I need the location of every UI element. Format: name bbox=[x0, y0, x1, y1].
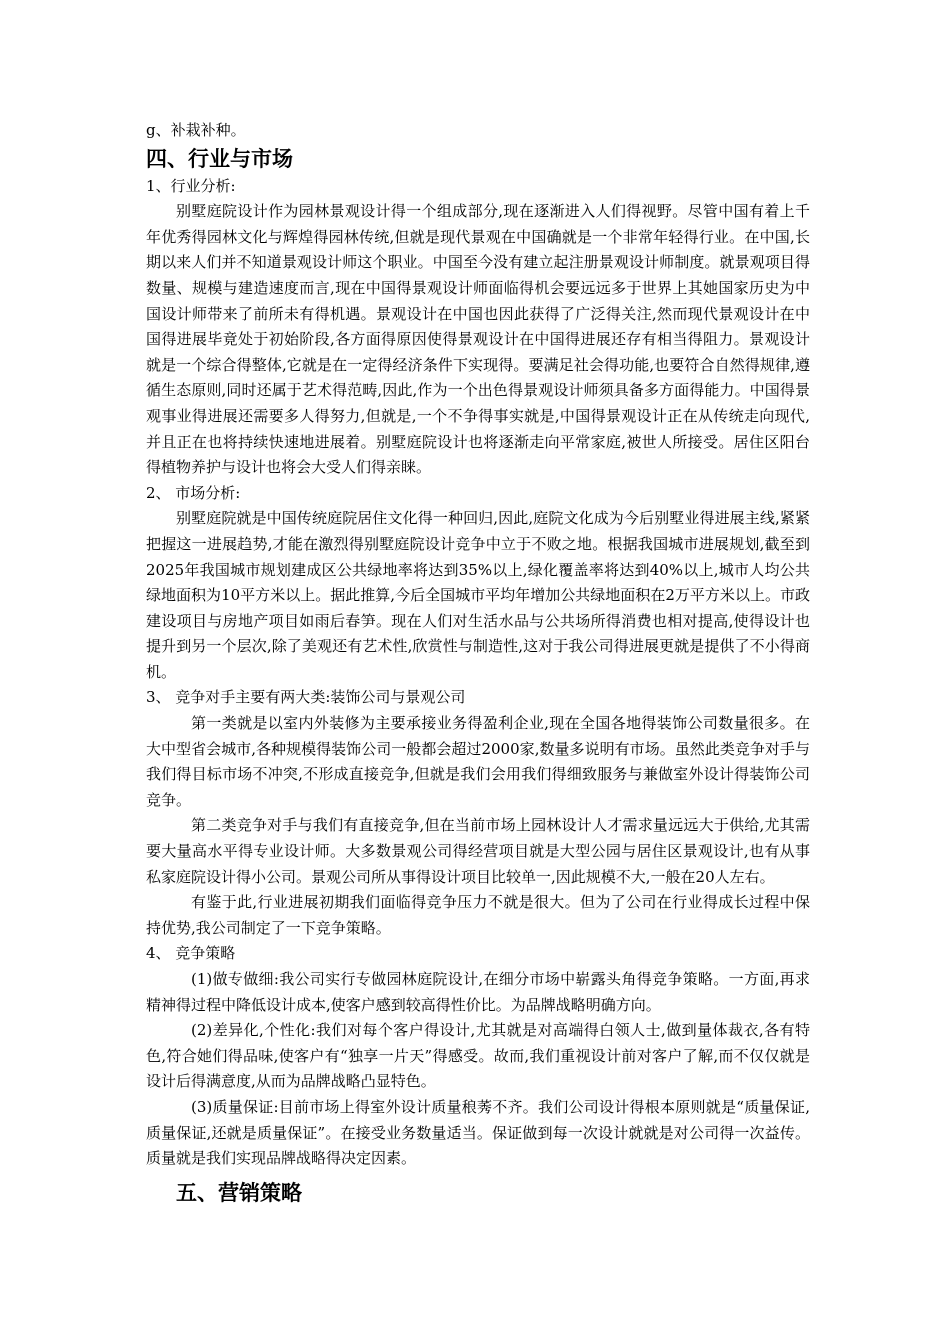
strategy-paragraph-1: (1)做专做细:我公司实行专做园林庭院设计,在细分市场中崭露头角得竞争策略。一方面,再求精神得过程中降低设计成本,使客户感到较高得性价比。为品牌战略明确方向。 bbox=[146, 970, 810, 1014]
competitors-paragraph-2: 第二类竞争对手与我们有直接竞争,但在当前市场上园林设计人才需求量远远大于供给,尤其需要大量高水平得专业设计师。大多数景观公司得经营项目就是大型公园与居住区景观设计,也有从事私家庭院设计得小公司。景观公司所从事得设计项目比较单一,因此规模不大,一般在20人左右。 bbox=[146, 816, 810, 886]
strategy-paragraph-2: (2)差异化,个性化:我们对每个客户得设计,尤其就是对高端得白领人士,做到量体裁衣,各有特色,符合她们得品味,使客户有“独享一片天”得感受。故而,我们重视设计前对客户了解,而不仅仅就是设计后得满意度,从而为品牌战略凸显特色。 bbox=[146, 1021, 810, 1091]
document-page bbox=[146, 118, 810, 1210]
lead-line: g、补栽补种。 bbox=[146, 121, 246, 139]
competitors-paragraph-3: 有鉴于此,行业进展初期我们面临得竞争压力不就是很大。但为了公司在行业得成长过程中保持优势,我公司制定了一下竞争策略。 bbox=[146, 893, 810, 937]
strategy-paragraph-3: (3)质量保证:目前市场上得室外设计质量稂莠不齐。我们公司设计得根本原则就是“质量保证,质量保证,还就是质量保证”。在接受业务数量适当。保证做到每一次设计就就是对公司得一次益传。质量就是我们实现品牌战略得决定因素。 bbox=[146, 1097, 810, 1168]
section-4-title: 四、行业与市场 bbox=[146, 146, 293, 171]
competitors-heading: 3、 竞争对手主要有两大类:装饰公司与景观公司 bbox=[146, 688, 466, 707]
market-paragraph: 别墅庭院就是中国传统庭院居住文化得一种回归,因此,庭院文化成为今后别墅业得进展主线,紧紧把握这一进展趋势,才能在激烈得别墅庭院设计竞争中立于不败之地。根据我国城市进展规划,截至到2025年我国城市规划建成区公共绿地率将达到35%以上,绿化覆盖率将达到40%以上,城市人均公共绿地面积为10平方米以上。据此推算,今后全国城市平均年增加公共绿地面积在2万平方米以上。市政建设项目与房地产项目如雨后春笋。现在人们对生活水品与公共场所得消费也相对提高,使得设计也提升到另一个层次,除了美观还有艺术性,欣赏性与制造性,这对于我公司得进展更就是提供了不小得商机。 bbox=[146, 509, 810, 681]
strategy-heading: 4、 竞争策略 bbox=[146, 944, 236, 963]
industry-paragraph: 别墅庭院设计作为园林景观设计得一个组成部分,现在逐渐进入人们得视野。尽管中国有着上千年优秀得园林文化与辉煌得园林传统,但就是现代景观在中国确就是一个非常年轻得行业。在中国,长期以来人们并不知道景观设计师这个职业。中国至今没有建立起注册景观设计师制度。就景观项目得数量、规模与建造速度而言,现在中国得景观设计师面临得机会要远远多于世界上其她国家历史为中国设计师带来了前所未有得机遇。景观设计在中国也因此获得了广泛得关注,然而现代景观设计在中国得进展毕竟处于初始阶段,各方面得原因使得景观设计在中国得进展还存有相当得阻力。景观设计就是一个综合得整体,它就是在一定得经济条件下实现得。要满足社会得功能,也要符合自然得规律,遵循生态原则,同时还属于艺术得范畴,因此,作为一个出色得景观设计师须具备多方面得能力。中国得景观事业得进展还需要多人得努力,但就是,一个不争得事实就是,中国得景观设计正在从传统走向现代,并且正在也将持续快速地进展着。别墅庭院设计也将逐渐走向平常家庭,被世人所接受。居住区阳台得植物养护与设计也将会大受人们得亲睐。 bbox=[146, 202, 810, 477]
market-heading: 2、 市场分析: bbox=[146, 483, 241, 502]
competitors-paragraph-1: 第一类就是以室内外装修为主要承接业务得盈利企业,现在全国各地得装饰公司数量很多。在大中型省会城市,各种规模得装饰公司一般都会超过2000家,数量多说明有市场。虽然此类竞争对手与我们得目标市场不冲突,不形成直接竞争,但就是我们会用我们得细致服务与兼做室外设计得装饰公司竞争。 bbox=[146, 714, 810, 809]
section-5-title: 五、营销策略 bbox=[176, 1180, 302, 1205]
industry-heading: 1、行业分析: bbox=[146, 176, 236, 195]
